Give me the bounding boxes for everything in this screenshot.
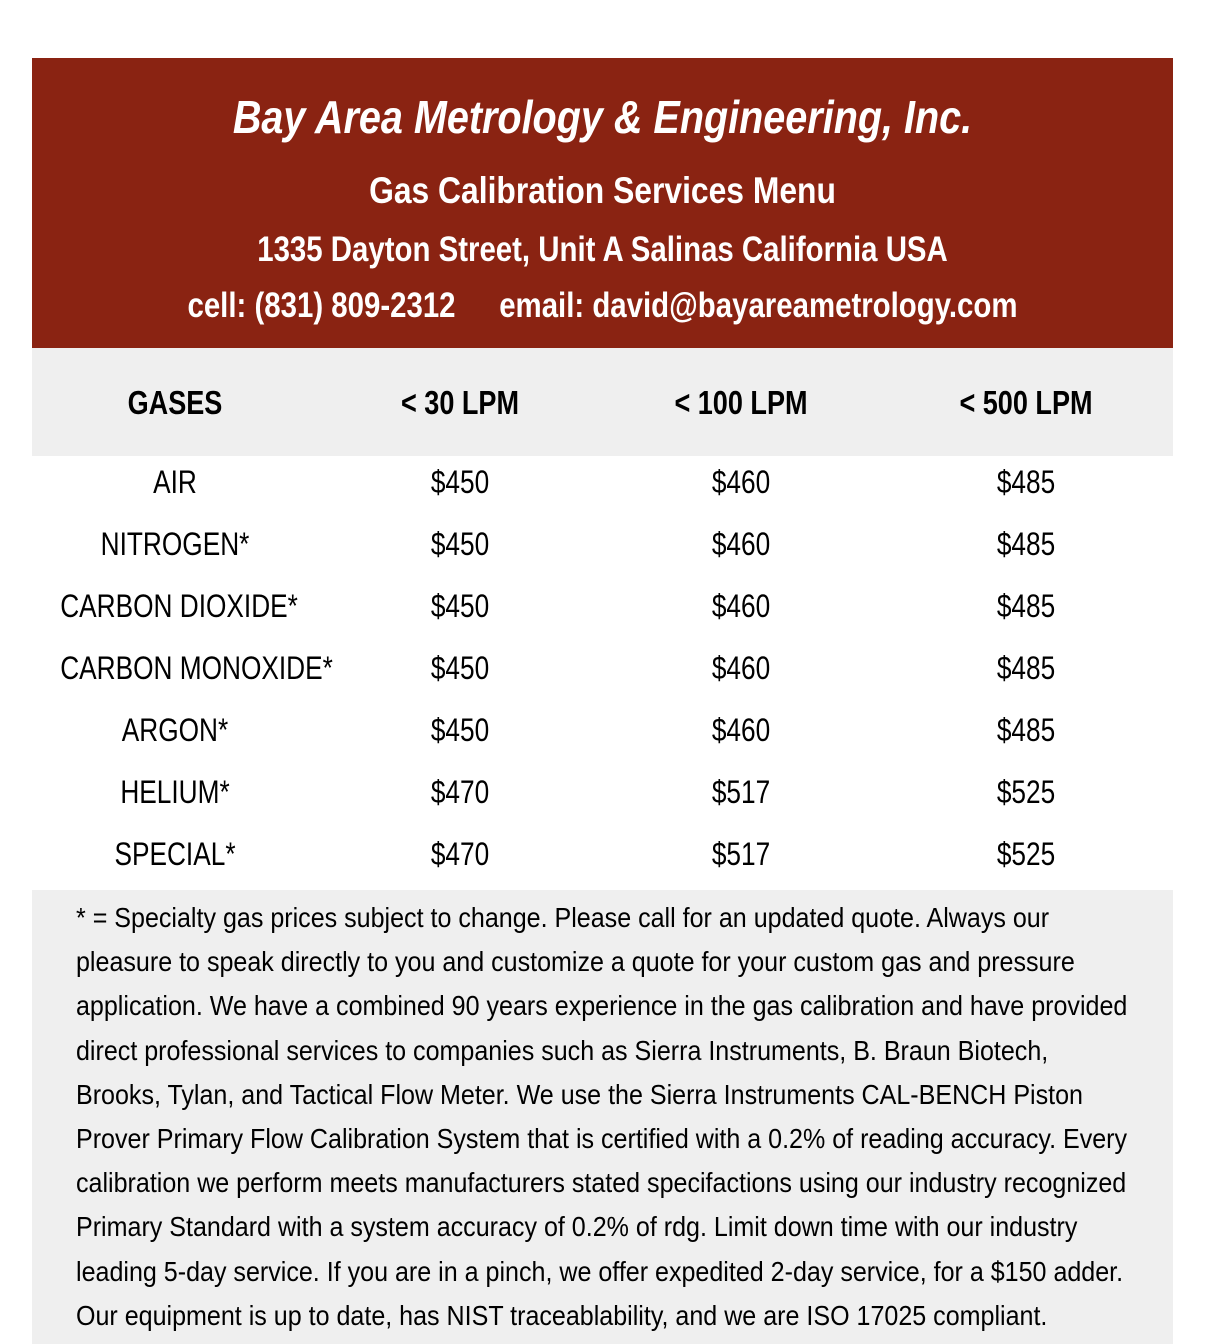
- price-sheet: [32, 58, 1173, 1344]
- gas-name: SPECIAL*: [114, 836, 236, 872]
- price-100-lpm: $460: [711, 712, 771, 748]
- table-row: [32, 456, 1173, 518]
- header-banner: [32, 58, 1173, 348]
- table-row: [32, 580, 1173, 642]
- price-500-lpm: $485: [996, 712, 1056, 748]
- column-header-30-lpm: < 30 LPM: [400, 384, 520, 421]
- company-address: 1335 Dayton Street, Unit A Salinas California USA: [257, 230, 948, 269]
- price-100-lpm: $460: [711, 464, 771, 500]
- gas-name: ARGON*: [121, 712, 229, 748]
- table-row: [32, 704, 1173, 766]
- price-500-lpm: $485: [996, 526, 1056, 562]
- contact-line: [123, 286, 1081, 326]
- price-30-lpm: $470: [430, 774, 490, 810]
- price-100-lpm: $460: [711, 526, 771, 562]
- table-row: [32, 766, 1173, 828]
- price-100-lpm: $517: [711, 774, 771, 810]
- price-30-lpm: $450: [430, 526, 490, 562]
- gas-name: NITROGEN*: [100, 526, 250, 562]
- gas-name: HELIUM*: [120, 774, 230, 810]
- table-row: [32, 642, 1173, 704]
- gas-name: CARBON MONOXIDE*: [60, 650, 333, 686]
- price-500-lpm: $485: [996, 464, 1056, 500]
- price-100-lpm: $460: [711, 650, 771, 686]
- price-100-lpm: $460: [711, 588, 771, 624]
- price-30-lpm: $450: [430, 712, 490, 748]
- price-100-lpm: $517: [711, 836, 771, 872]
- column-header-gases: GASES: [127, 384, 223, 421]
- table-header: [32, 348, 1173, 456]
- cell-phone: cell: (831) 809-2312: [187, 286, 456, 325]
- price-500-lpm: $485: [996, 588, 1056, 624]
- table-row: [32, 828, 1173, 890]
- company-name: Bay Area Metrology & Engineering, Inc.: [232, 91, 973, 143]
- email-address: email: david@bayareametrology.com: [499, 286, 1018, 325]
- gas-name: CARBON DIOXIDE*: [60, 588, 298, 624]
- column-header-500-lpm: < 500 LPM: [959, 384, 1093, 421]
- price-500-lpm: $525: [996, 836, 1056, 872]
- price-30-lpm: $450: [430, 588, 490, 624]
- price-500-lpm: $525: [996, 774, 1056, 810]
- menu-title: Gas Calibration Services Menu: [369, 170, 836, 211]
- price-30-lpm: $470: [430, 836, 490, 872]
- price-30-lpm: $450: [430, 464, 490, 500]
- table-row: [32, 518, 1173, 580]
- price-30-lpm: $450: [430, 650, 490, 686]
- footnote-text: * = Specialty gas prices subject to change. Please call for an updated quote. Always our pleasure to speak directly to you and customize a quote for your custom gas and pressure application. We have a combined 90 years experience in the gas calibration and have provided direct professional services to companies such as Sierra Instruments, B. Braun Biotech, Brooks, Tylan, and Tactical Flow Meter. We use the Sierra Instruments CAL-BENCH Piston Prover Primary Flow Calibration System that is certified with a 0.2% of reading accuracy. Every calibration we perform meets manufacturers stated specifactions using our industry recognized Primary Standard with a system accuracy of 0.2% of rdg. Limit down time with our industry leading 5-day service. If you are in a pinch, we offer expedited 2-day service, for a $150 adder. Our equipment is up to date, has NIST traceablability, and we are ISO 17025 compliant.: [76, 902, 1128, 1331]
- gas-name: AIR: [153, 464, 197, 500]
- price-500-lpm: $485: [996, 650, 1056, 686]
- footnote-box: [32, 890, 1173, 1344]
- column-header-100-lpm: < 100 LPM: [674, 384, 808, 421]
